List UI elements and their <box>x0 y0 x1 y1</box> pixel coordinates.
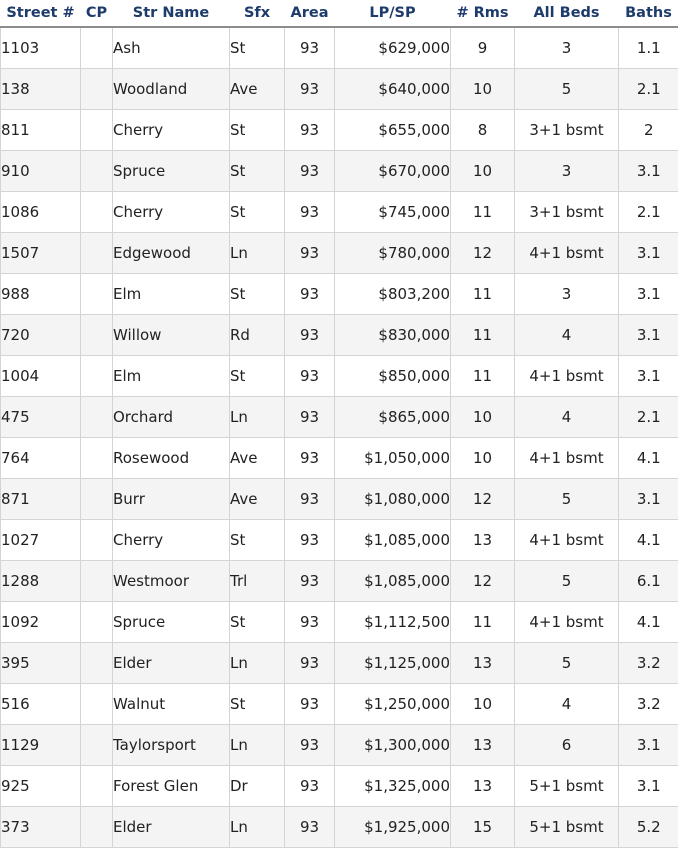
area-cell: 93 <box>285 233 335 274</box>
cp-cell <box>81 766 113 807</box>
rooms-cell: 10 <box>451 397 515 438</box>
cp-cell <box>81 233 113 274</box>
area-cell: 93 <box>285 356 335 397</box>
beds-cell: 4+1 bsmt <box>515 233 619 274</box>
table-row[interactable] <box>1 520 678 561</box>
street-name-cell: Forest Glen <box>113 766 230 807</box>
suffix-cell: St <box>230 27 285 69</box>
suffix-cell: Rd <box>230 315 285 356</box>
header-baths[interactable]: Baths <box>619 0 678 27</box>
beds-cell: 4+1 bsmt <box>515 438 619 479</box>
rooms-cell: 12 <box>451 479 515 520</box>
baths-cell: 3.1 <box>619 151 678 192</box>
cp-cell <box>81 110 113 151</box>
beds-cell: 5 <box>515 643 619 684</box>
price-cell: $1,125,000 <box>335 643 451 684</box>
street-name-cell: Elm <box>113 356 230 397</box>
baths-cell: 4.1 <box>619 520 678 561</box>
baths-cell: 2 <box>619 110 678 151</box>
table-row[interactable] <box>1 274 678 315</box>
baths-cell: 2.1 <box>619 69 678 110</box>
header-area[interactable]: Area <box>285 0 335 27</box>
price-cell: $745,000 <box>335 192 451 233</box>
street-name-cell: Spruce <box>113 602 230 643</box>
street-name-cell: Taylorsport <box>113 725 230 766</box>
street-number-cell: 373 <box>1 807 81 848</box>
street-name-cell: Walnut <box>113 684 230 725</box>
baths-cell: 3.1 <box>619 315 678 356</box>
street-number-cell: 475 <box>1 397 81 438</box>
price-cell: $1,112,500 <box>335 602 451 643</box>
rooms-cell: 10 <box>451 438 515 479</box>
suffix-cell: St <box>230 602 285 643</box>
area-cell: 93 <box>285 110 335 151</box>
rooms-cell: 10 <box>451 684 515 725</box>
rooms-cell: 11 <box>451 602 515 643</box>
beds-cell: 4 <box>515 684 619 725</box>
table-row[interactable] <box>1 602 678 643</box>
area-cell: 93 <box>285 561 335 602</box>
table-row[interactable] <box>1 233 678 274</box>
cp-cell <box>81 274 113 315</box>
rooms-cell: 12 <box>451 233 515 274</box>
table-row[interactable] <box>1 766 678 807</box>
area-cell: 93 <box>285 151 335 192</box>
rooms-cell: 10 <box>451 151 515 192</box>
price-cell: $865,000 <box>335 397 451 438</box>
suffix-cell: St <box>230 274 285 315</box>
suffix-cell: Ave <box>230 479 285 520</box>
rooms-cell: 8 <box>451 110 515 151</box>
area-cell: 93 <box>285 27 335 69</box>
price-cell: $629,000 <box>335 27 451 69</box>
header-suffix[interactable]: Sfx <box>230 0 285 27</box>
rooms-cell: 11 <box>451 356 515 397</box>
suffix-cell: St <box>230 151 285 192</box>
rooms-cell: 15 <box>451 807 515 848</box>
street-number-cell: 1103 <box>1 27 81 69</box>
cp-cell <box>81 438 113 479</box>
area-cell: 93 <box>285 274 335 315</box>
price-cell: $670,000 <box>335 151 451 192</box>
street-number-cell: 1027 <box>1 520 81 561</box>
header-list-sold-price[interactable]: LP/SP <box>335 0 451 27</box>
beds-cell: 5 <box>515 561 619 602</box>
street-name-cell: Rosewood <box>113 438 230 479</box>
header-street-number[interactable]: Street # <box>1 0 81 27</box>
street-number-cell: 811 <box>1 110 81 151</box>
baths-cell: 3.1 <box>619 479 678 520</box>
suffix-cell: St <box>230 192 285 233</box>
rooms-cell: 13 <box>451 643 515 684</box>
cp-cell <box>81 520 113 561</box>
baths-cell: 3.1 <box>619 725 678 766</box>
street-name-cell: Cherry <box>113 192 230 233</box>
street-name-cell: Elm <box>113 274 230 315</box>
suffix-cell: St <box>230 684 285 725</box>
street-name-cell: Ash <box>113 27 230 69</box>
cp-cell <box>81 397 113 438</box>
baths-cell: 3.1 <box>619 356 678 397</box>
baths-cell: 6.1 <box>619 561 678 602</box>
area-cell: 93 <box>285 192 335 233</box>
table-row[interactable] <box>1 356 678 397</box>
baths-cell: 3.1 <box>619 766 678 807</box>
cp-cell <box>81 69 113 110</box>
area-cell: 93 <box>285 766 335 807</box>
table-row[interactable] <box>1 315 678 356</box>
rooms-cell: 12 <box>451 561 515 602</box>
cp-cell <box>81 725 113 766</box>
street-number-cell: 1129 <box>1 725 81 766</box>
table-row[interactable] <box>1 110 678 151</box>
table-header <box>1 0 678 27</box>
baths-cell: 3.2 <box>619 643 678 684</box>
price-cell: $1,250,000 <box>335 684 451 725</box>
street-number-cell: 395 <box>1 643 81 684</box>
street-name-cell: Woodland <box>113 69 230 110</box>
street-number-cell: 925 <box>1 766 81 807</box>
table-row[interactable] <box>1 479 678 520</box>
area-cell: 93 <box>285 725 335 766</box>
table-row[interactable] <box>1 807 678 848</box>
table-row[interactable] <box>1 69 678 110</box>
suffix-cell: Trl <box>230 561 285 602</box>
table-row[interactable] <box>1 684 678 725</box>
baths-cell: 4.1 <box>619 602 678 643</box>
header-cp[interactable]: CP <box>81 0 113 27</box>
street-number-cell: 988 <box>1 274 81 315</box>
price-cell: $1,300,000 <box>335 725 451 766</box>
rooms-cell: 11 <box>451 315 515 356</box>
area-cell: 93 <box>285 643 335 684</box>
street-number-cell: 1086 <box>1 192 81 233</box>
suffix-cell: Dr <box>230 766 285 807</box>
price-cell: $850,000 <box>335 356 451 397</box>
street-name-cell: Cherry <box>113 520 230 561</box>
table-row[interactable] <box>1 725 678 766</box>
table-row[interactable] <box>1 643 678 684</box>
header-street-name[interactable]: Str Name <box>113 0 230 27</box>
street-number-cell: 516 <box>1 684 81 725</box>
street-number-cell: 1092 <box>1 602 81 643</box>
table-row[interactable] <box>1 561 678 602</box>
suffix-cell: Ln <box>230 397 285 438</box>
price-cell: $655,000 <box>335 110 451 151</box>
street-number-cell: 138 <box>1 69 81 110</box>
beds-cell: 5+1 bsmt <box>515 807 619 848</box>
area-cell: 93 <box>285 315 335 356</box>
price-cell: $1,085,000 <box>335 561 451 602</box>
beds-cell: 3+1 bsmt <box>515 110 619 151</box>
suffix-cell: Ln <box>230 725 285 766</box>
table-row[interactable] <box>1 192 678 233</box>
street-number-cell: 764 <box>1 438 81 479</box>
street-number-cell: 871 <box>1 479 81 520</box>
suffix-cell: St <box>230 110 285 151</box>
cp-cell <box>81 27 113 69</box>
rooms-cell: 13 <box>451 520 515 561</box>
suffix-cell: Ln <box>230 643 285 684</box>
street-name-cell: Willow <box>113 315 230 356</box>
area-cell: 93 <box>285 397 335 438</box>
beds-cell: 3 <box>515 151 619 192</box>
price-cell: $803,200 <box>335 274 451 315</box>
rooms-cell: 9 <box>451 27 515 69</box>
price-cell: $1,085,000 <box>335 520 451 561</box>
price-cell: $780,000 <box>335 233 451 274</box>
street-number-cell: 1288 <box>1 561 81 602</box>
beds-cell: 4+1 bsmt <box>515 356 619 397</box>
table-row[interactable] <box>1 27 678 69</box>
cp-cell <box>81 561 113 602</box>
cp-cell <box>81 643 113 684</box>
baths-cell: 2.1 <box>619 192 678 233</box>
street-number-cell: 720 <box>1 315 81 356</box>
beds-cell: 5 <box>515 479 619 520</box>
suffix-cell: Ave <box>230 438 285 479</box>
street-name-cell: Spruce <box>113 151 230 192</box>
beds-cell: 3 <box>515 27 619 69</box>
baths-cell: 4.1 <box>619 438 678 479</box>
beds-cell: 4+1 bsmt <box>515 520 619 561</box>
price-cell: $830,000 <box>335 315 451 356</box>
area-cell: 93 <box>285 520 335 561</box>
beds-cell: 4+1 bsmt <box>515 602 619 643</box>
beds-cell: 4 <box>515 315 619 356</box>
baths-cell: 5.2 <box>619 807 678 848</box>
area-cell: 93 <box>285 684 335 725</box>
beds-cell: 3 <box>515 274 619 315</box>
table-body <box>1 27 678 848</box>
rooms-cell: 13 <box>451 766 515 807</box>
baths-cell: 3.1 <box>619 233 678 274</box>
beds-cell: 5 <box>515 69 619 110</box>
suffix-cell: Ln <box>230 233 285 274</box>
area-cell: 93 <box>285 438 335 479</box>
cp-cell <box>81 151 113 192</box>
area-cell: 93 <box>285 602 335 643</box>
street-number-cell: 910 <box>1 151 81 192</box>
table-row[interactable] <box>1 151 678 192</box>
header-row <box>1 0 678 27</box>
cp-cell <box>81 356 113 397</box>
street-name-cell: Orchard <box>113 397 230 438</box>
street-name-cell: Westmoor <box>113 561 230 602</box>
street-number-cell: 1507 <box>1 233 81 274</box>
suffix-cell: St <box>230 520 285 561</box>
area-cell: 93 <box>285 479 335 520</box>
cp-cell <box>81 192 113 233</box>
cp-cell <box>81 684 113 725</box>
table-row[interactable] <box>1 397 678 438</box>
rooms-cell: 13 <box>451 725 515 766</box>
header-all-beds[interactable]: All Beds <box>515 0 619 27</box>
suffix-cell: Ave <box>230 69 285 110</box>
baths-cell: 1.1 <box>619 27 678 69</box>
baths-cell: 3.2 <box>619 684 678 725</box>
beds-cell: 3+1 bsmt <box>515 192 619 233</box>
rooms-cell: 11 <box>451 274 515 315</box>
price-cell: $1,925,000 <box>335 807 451 848</box>
baths-cell: 2.1 <box>619 397 678 438</box>
street-name-cell: Elder <box>113 643 230 684</box>
price-cell: $1,080,000 <box>335 479 451 520</box>
street-name-cell: Edgewood <box>113 233 230 274</box>
price-cell: $1,325,000 <box>335 766 451 807</box>
baths-cell: 3.1 <box>619 274 678 315</box>
rooms-cell: 10 <box>451 69 515 110</box>
beds-cell: 5+1 bsmt <box>515 766 619 807</box>
suffix-cell: St <box>230 356 285 397</box>
street-name-cell: Burr <box>113 479 230 520</box>
header-rooms[interactable]: # Rms <box>451 0 515 27</box>
cp-cell <box>81 807 113 848</box>
cp-cell <box>81 315 113 356</box>
rooms-cell: 11 <box>451 192 515 233</box>
street-name-cell: Elder <box>113 807 230 848</box>
beds-cell: 4 <box>515 397 619 438</box>
area-cell: 93 <box>285 69 335 110</box>
cp-cell <box>81 479 113 520</box>
street-number-cell: 1004 <box>1 356 81 397</box>
suffix-cell: Ln <box>230 807 285 848</box>
price-cell: $640,000 <box>335 69 451 110</box>
table-row[interactable] <box>1 438 678 479</box>
street-name-cell: Cherry <box>113 110 230 151</box>
area-cell: 93 <box>285 807 335 848</box>
price-cell: $1,050,000 <box>335 438 451 479</box>
beds-cell: 6 <box>515 725 619 766</box>
cp-cell <box>81 602 113 643</box>
